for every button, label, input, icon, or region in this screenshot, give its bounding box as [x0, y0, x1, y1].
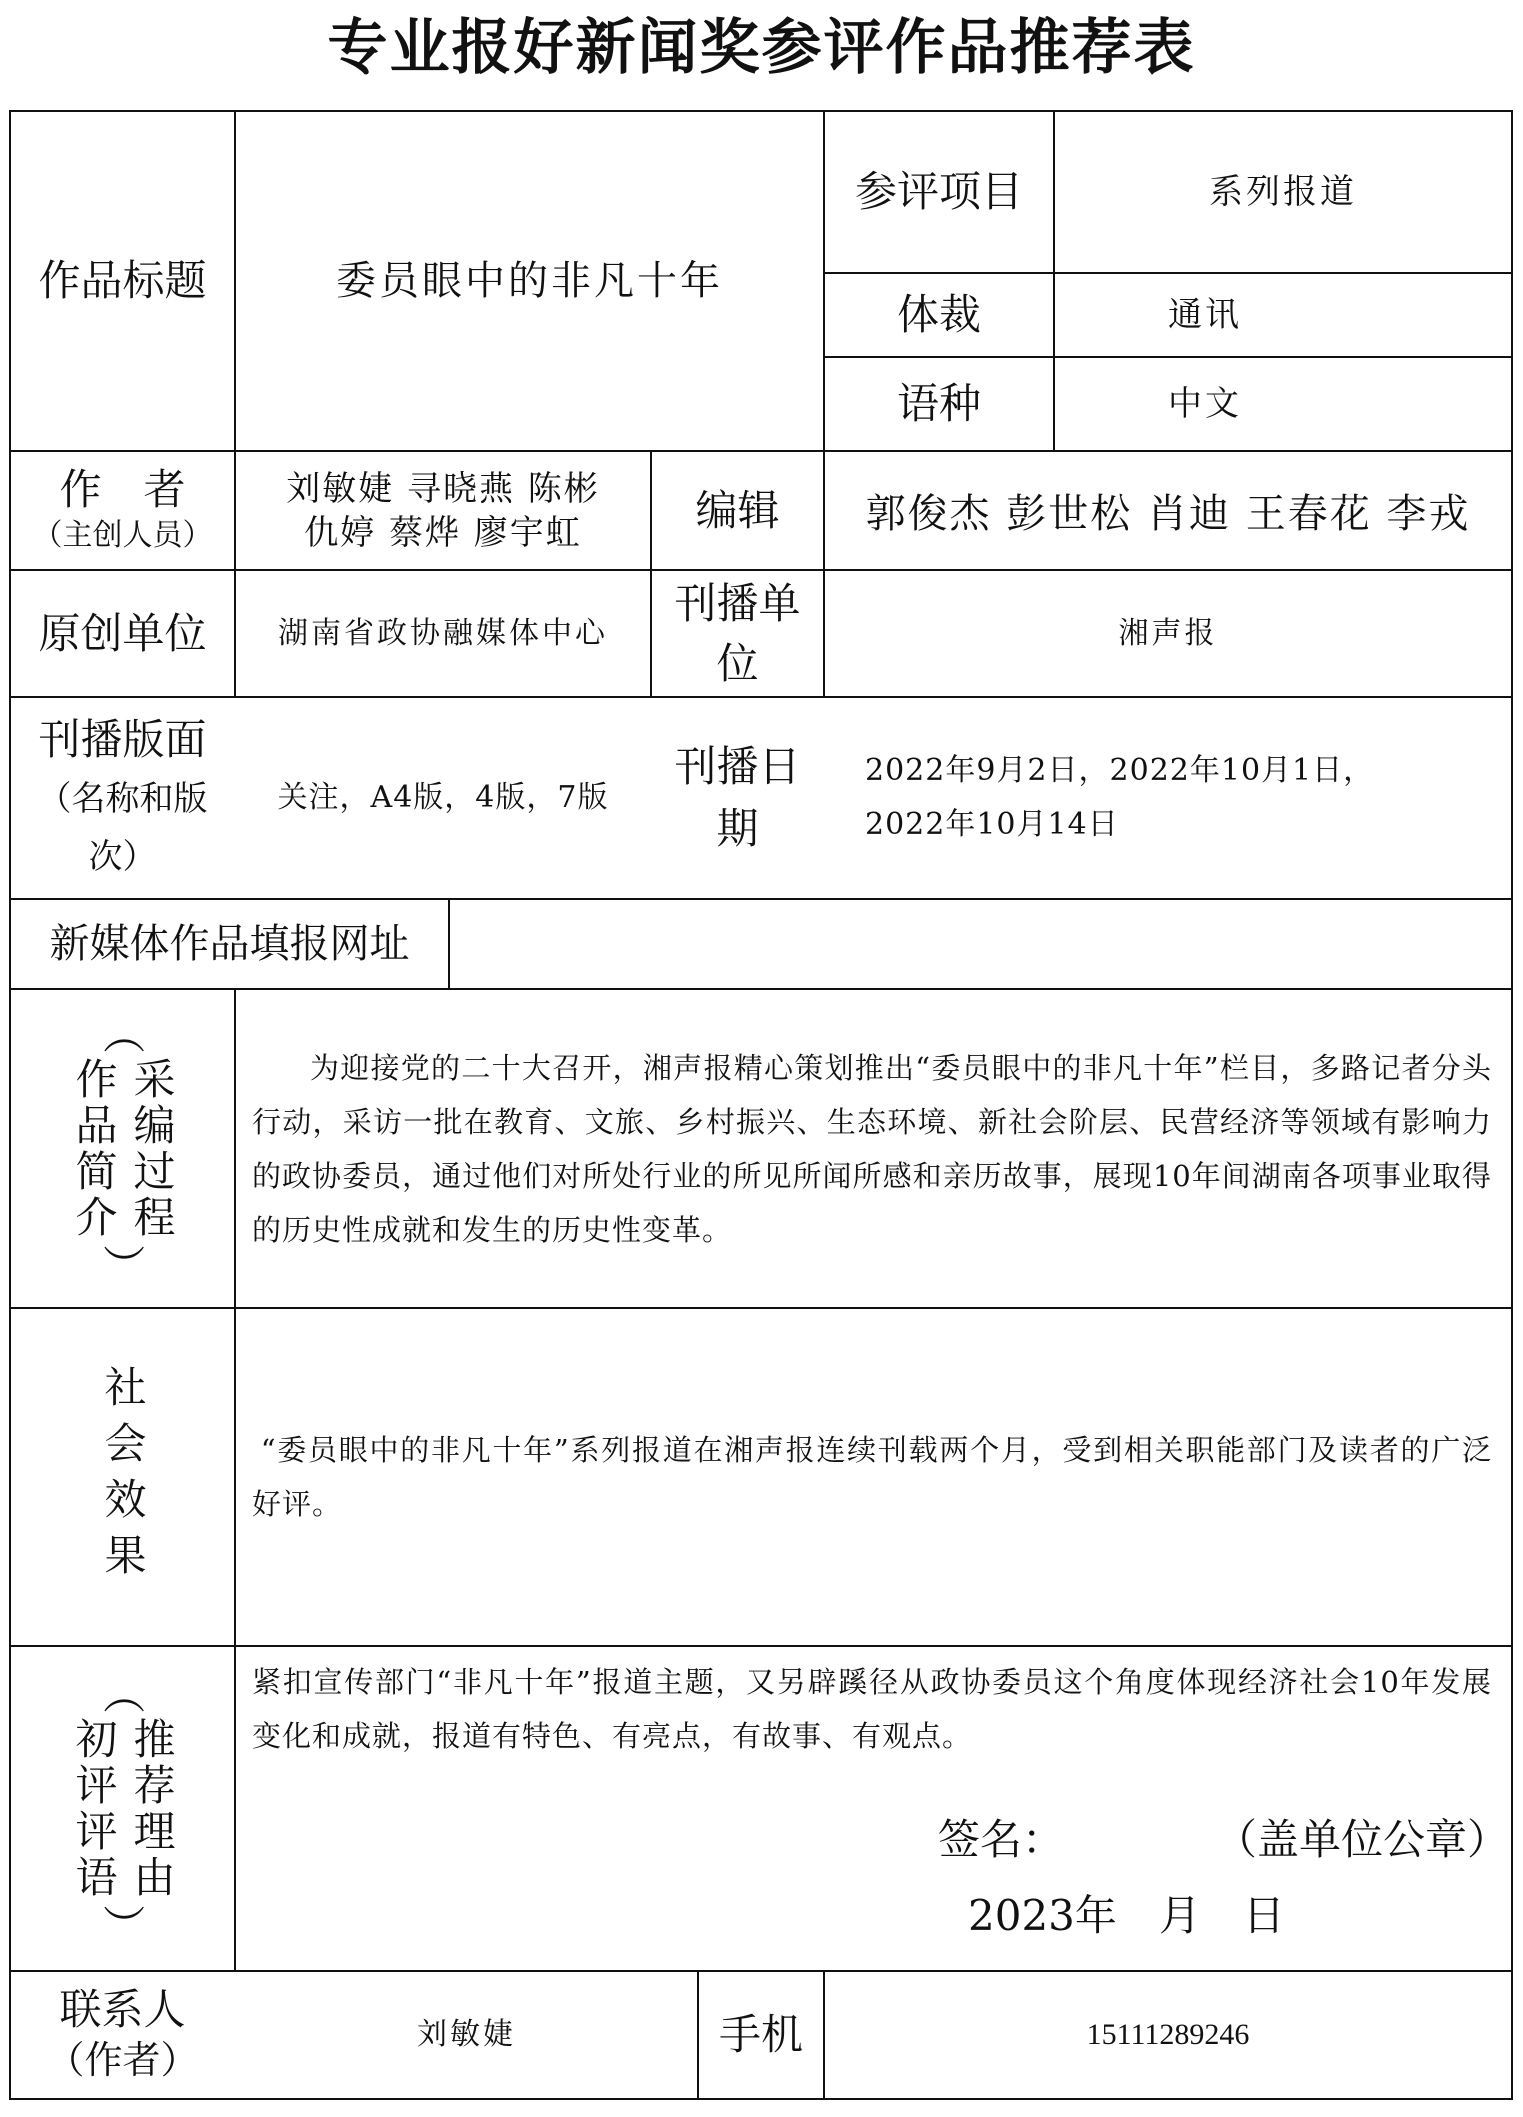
process-label	[68, 1057, 178, 1241]
process-text: 为迎接党的二十大召开，湘声报精心策划推出“委员眼中的非凡十年”栏目，多路记者分头行动，采访一批在教育、文旅、乡村振兴、生态环境、新社会阶层、民营经济等领域有影响力的政协委员，通过他们对所处行业的所见所闻所感和亲历故事，展现10年间湖南各项事业取得的历史性成就和发生的历史性变革。	[252, 1050, 1492, 1247]
recommend-label-cell	[11, 1647, 234, 1970]
editor-value: 郭俊杰 彭世松 肖迪 王春花 李戎	[865, 491, 1471, 537]
table-border-bottom	[9, 2098, 1513, 2100]
process-label-col2: 采编过程	[127, 1056, 177, 1241]
publish-date-value: 2022年9月2日，2022年10月1日，2022年10月14日	[865, 753, 1375, 842]
author-line-2: 仇婷 蔡烨 廖宇虹	[304, 512, 582, 553]
contact-label-cell	[11, 1972, 234, 2098]
social-effect-text: “委员眼中的非凡十年”系列报道在湘声报连续刊载两个月，受到相关职能部门及读者的广泛好评。	[252, 1433, 1492, 1521]
publish-unit-label: 刊播单位	[674, 578, 801, 688]
paren-open-icon: （	[98, 1011, 148, 1054]
table-line	[234, 988, 236, 1970]
recommend-label	[68, 1717, 178, 1901]
publish-unit-value: 湘声报	[1118, 615, 1218, 651]
contact-sublabel: （作者）	[46, 2038, 199, 2082]
author-label: 作 者	[59, 464, 186, 514]
new-media-url-label: 新媒体作品填报网址	[49, 921, 410, 967]
contact-value: 刘敏婕	[417, 2017, 516, 2052]
publish-page-label: 刊播版面	[38, 715, 207, 764]
original-unit-value: 湖南省政协融媒体中心	[278, 615, 608, 651]
original-unit-label: 原创单位	[38, 608, 207, 658]
work-title-label: 作品标题	[38, 256, 207, 305]
table-border-right	[1511, 110, 1513, 2100]
contact-label: 联系人	[59, 1985, 186, 2034]
sign-label: 签名：	[938, 1815, 1065, 1864]
publish-page-sublabel: （名称和版次）	[37, 779, 208, 877]
phone-value: 15111289246	[1086, 2018, 1250, 2051]
author-line-1: 刘敏婕 寻晓燕 陈彬	[286, 468, 600, 509]
social-effect-label: 社会效果	[98, 1365, 148, 1589]
process-label-cell	[11, 990, 234, 1307]
author-sublabel: （主创人员）	[32, 517, 213, 553]
author-label-cell	[11, 452, 234, 569]
paren-close-icon: ）	[98, 1243, 148, 1286]
paren-open-icon: （	[98, 1671, 148, 1714]
sign-date: 2023年 月 日	[968, 1891, 1285, 1940]
process-label-col1: 作品简介	[69, 1056, 119, 1241]
page-title: 专业报好新闻奖参评作品推荐表	[327, 13, 1196, 83]
paren-close-icon: ）	[98, 1903, 148, 1946]
editor-label: 编辑	[695, 485, 780, 535]
language-label: 语种	[896, 379, 981, 428]
recommend-label-col1: 初评评语	[69, 1716, 119, 1901]
author-value-cell	[236, 452, 650, 569]
publish-date-label: 刊播日期	[674, 742, 801, 853]
new-media-url-value	[450, 900, 1511, 988]
category-label: 参评项目	[854, 167, 1023, 216]
genre-value: 通讯	[1168, 295, 1242, 335]
recommend-label-col2: 推荐理由	[127, 1716, 177, 1901]
work-title-value: 委员眼中的非凡十年	[336, 258, 723, 304]
recommend-text: 紧扣宣传部门“非凡十年”报道主题，又另辟蹊径从政协委员这个角度体现经济社会10年发展变化和成就，报道有特色、有亮点，有故事、有观点。	[252, 1665, 1492, 1753]
language-value: 中文	[1168, 384, 1242, 424]
phone-label: 手机	[718, 2010, 803, 2059]
publish-page-label-cell	[11, 698, 234, 898]
seal-label: （盖单位公章）	[1215, 1815, 1510, 1864]
genre-label: 体裁	[896, 290, 981, 339]
publish-page-value: 关注，A4版，4版，7版	[277, 780, 609, 815]
category-value: 系列报道	[1209, 172, 1357, 212]
